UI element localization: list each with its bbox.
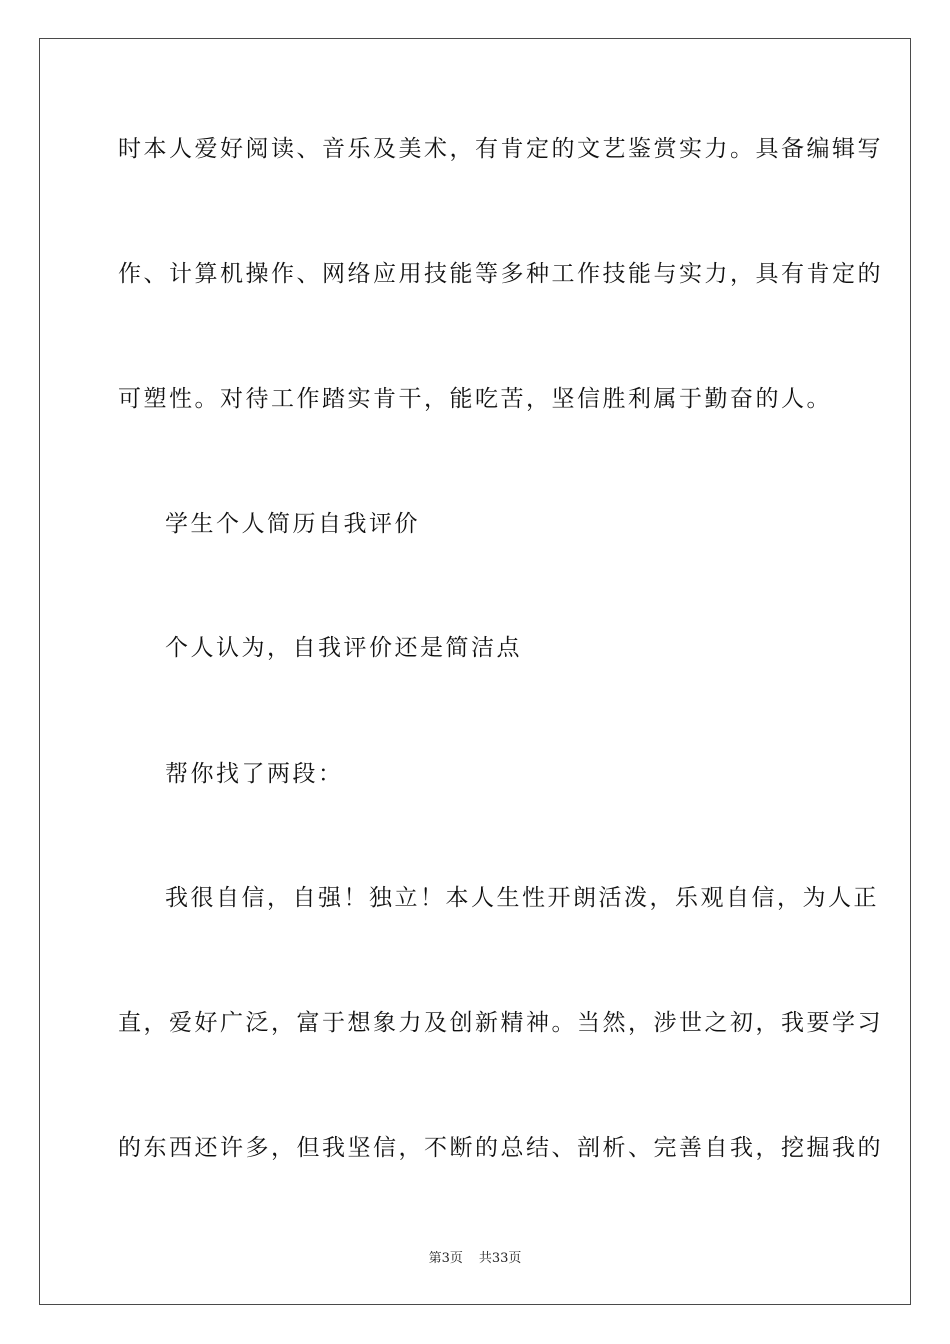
body-text-line: 的东西还许多，但我坚信，不断的总结、剖析、完善自我，挖掘我的 [118,1135,883,1161]
body-text-line: 时本人爱好阅读、音乐及美术，有肯定的文艺鉴赏实力。具备编辑写 [118,136,883,162]
page-footer [0,1247,950,1266]
body-text-line: 我很自信，自强！独立！本人生性开朗活泼，乐观自信，为人正 [165,885,879,911]
body-text-line: 帮你找了两段： [165,761,344,787]
page-number: 第3页 [428,1251,463,1266]
page-border [39,38,911,1305]
body-text-line: 直，爱好广泛，富于想象力及创新精神。当然，涉世之初，我要学习 [118,1010,883,1036]
page-total: 共33页 [478,1251,522,1266]
body-text-line: 作、计算机操作、网络应用技能等多种工作技能与实力，具有肯定的 [118,261,883,287]
body-text-line: 可塑性。对待工作踏实肯干，能吃苦，坚信胜利属于勤奋的人。 [118,386,832,412]
body-text-line: 个人认为，自我评价还是简洁点 [165,635,522,661]
section-heading: 学生个人简历自我评价 [165,511,420,537]
